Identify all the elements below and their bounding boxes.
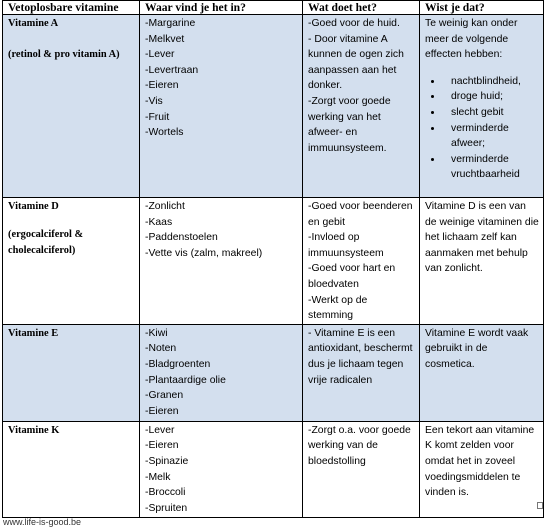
trivia-cell: Vitamine E wordt vaak gebruikt in de cosmetica.: [420, 324, 544, 421]
trivia-cell: Een tekort aan vitamine K komt zelden voor omdat het in zoveel voedingsmiddelen te vinden is.: [420, 421, 544, 517]
source-item: -Eieren: [145, 405, 179, 417]
source-item: -Vis: [145, 95, 163, 107]
sources-cell: [140, 421, 303, 517]
sources-cell: [140, 198, 303, 325]
source-item: -Fruit: [145, 111, 170, 123]
source-item: -Melk: [145, 471, 171, 483]
vitamin-name-cell: [3, 421, 140, 517]
effect-item: -Zorgt voor goede werking van het afweer- en immuunsysteem.: [308, 95, 391, 154]
source-item: -Levertraan: [145, 64, 199, 76]
effect-item: -Werkt op de stemming: [308, 294, 368, 322]
effect-item: -Zorgt o.a. voor goede werking van de bloedstolling: [308, 424, 411, 467]
source-item: -Lever: [145, 49, 175, 61]
header-trivia: Wist je dat?: [420, 1, 544, 15]
table-row-vitamin-e: [3, 324, 544, 421]
vitamin-name: Vitamine E: [8, 327, 59, 339]
vitamin-subname: (retinol & pro vitamin A): [8, 49, 120, 60]
source-item: -Spinazie: [145, 455, 189, 467]
trivia-cell: [420, 15, 544, 198]
source-item: -Granen: [145, 390, 184, 402]
footer-url: www.life-is-good.be: [3, 517, 82, 527]
effects-cell: [303, 421, 420, 517]
table-row-vitamin-d: [3, 198, 544, 325]
vitamin-name-cell: [3, 15, 140, 198]
trivia-cell: Vitamine D is een van de weinige vitaminen die het lichaam zelf kan aanmaken met behulp van zonlicht.: [420, 198, 544, 325]
source-item: -Bladgroenten: [145, 358, 211, 370]
source-item: -Vette vis (zalm, makreel): [145, 247, 263, 259]
effects-cell: [303, 15, 420, 198]
trivia-bullet: • verminderde afweer;: [443, 121, 539, 152]
header-vitamin: Vetoplosbare vitamine: [3, 1, 140, 15]
source-item: -Margarine: [145, 18, 196, 29]
effects-cell: [303, 198, 420, 325]
trivia-bullet: • nachtblindheid,: [443, 74, 539, 90]
vitamin-name: Vitamine K: [8, 424, 60, 436]
source-item: -Melkvet: [145, 33, 185, 45]
trivia-bullet: • droge huid;: [443, 89, 539, 105]
source-item: -Zonlicht: [145, 201, 185, 212]
vitamin-name-cell: [3, 324, 140, 421]
table-row-vitamin-k: [3, 421, 544, 517]
effect-item: -Invloed op immuunsysteem: [308, 232, 384, 259]
vitamin-name: Vitamine D: [8, 201, 59, 212]
vitamin-name: Vitamine A: [8, 18, 59, 29]
header-effects: Wat doet het?: [303, 1, 420, 15]
source-item: -Kaas: [145, 216, 173, 228]
source-item: -Kiwi: [145, 327, 168, 339]
source-item: -Plantaardige olie: [145, 374, 226, 386]
header-sources: Waar vind je het in?: [140, 1, 303, 15]
table-header-row: [3, 1, 544, 15]
trivia-bullet: • slecht gebit: [443, 105, 539, 121]
trivia-bullet: • verminderde vruchtbaarheid: [443, 152, 539, 183]
source-item: -Eieren: [145, 80, 179, 92]
effect-item: - Door vitamine A kunnen de ogen zich aanpassen aan het donker.: [308, 33, 404, 92]
effect-item: -Goed voor de huid.: [308, 18, 400, 29]
effect-item: -Goed voor beenderen en gebit: [308, 201, 413, 228]
source-item: -Lever: [145, 424, 175, 436]
vitamin-name-cell: [3, 198, 140, 325]
source-item: -Eieren: [145, 440, 179, 452]
effect-item: - Vitamine E is een antioxidant, beschermt dus je lichaam tegen vrije radicalen: [308, 327, 413, 386]
source-item: -Paddenstoelen: [145, 232, 218, 244]
resize-handle[interactable]: [537, 502, 543, 509]
vitamin-table: [2, 0, 544, 518]
source-item: -Broccoli: [145, 487, 186, 499]
trivia-intro: Te weinig kan onder meer de volgende effecten hebben:: [425, 18, 518, 61]
sources-cell: [140, 324, 303, 421]
effect-item: -Goed voor hart en bloedvaten: [308, 263, 396, 290]
table-row-vitamin-a: [3, 15, 544, 198]
source-item: -Spruiten: [145, 502, 188, 514]
vitamin-subname: (ergocalciferol & cholecalciferol): [8, 229, 84, 256]
sources-cell: [140, 15, 303, 198]
source-item: -Wortels: [145, 127, 184, 139]
source-item: -Noten: [145, 343, 177, 355]
effects-cell: [303, 324, 420, 421]
